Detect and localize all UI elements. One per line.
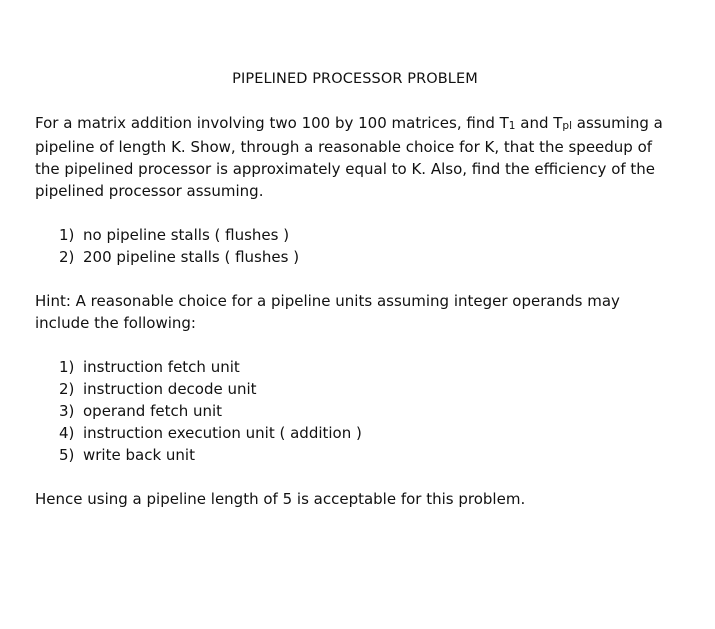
- spacer: [35, 334, 675, 356]
- list-number: 4): [59, 424, 75, 442]
- list-item: [59, 246, 675, 268]
- spacer: [35, 466, 675, 488]
- intro-text-3: assuming a pipeline of length K. Show, through a reasonable choice for K, that the speedup of the pipelined processor is approximately equal to K. Also, find the efficiency of the pipelined processor assuming.: [35, 114, 663, 200]
- list-item: [59, 422, 675, 444]
- intro-text-1: For a matrix addition involving two 100 by 100 matrices, find T: [35, 114, 509, 132]
- units-list: [35, 356, 675, 466]
- conditions-list: [35, 224, 675, 268]
- list-text: operand fetch unit: [83, 402, 223, 420]
- intro-paragraph: [35, 112, 675, 202]
- list-text: write back unit: [83, 446, 195, 464]
- list-number: 5): [59, 446, 75, 464]
- list-item: [59, 378, 675, 400]
- list-number: 2): [59, 380, 75, 398]
- spacer: [35, 268, 675, 290]
- list-item: [59, 444, 675, 466]
- list-number: 3): [59, 402, 75, 420]
- subscript-pl: pl: [562, 119, 572, 132]
- list-number: 1): [59, 226, 75, 244]
- conclusion-paragraph: Hence using a pipeline length of 5 is acceptable for this problem.: [35, 490, 526, 508]
- list-number: 1): [59, 358, 75, 376]
- document-page: [35, 68, 675, 510]
- list-item: [59, 400, 675, 422]
- hint-paragraph: Hint: A reasonable choice for a pipeline units assuming integer operands may include the following:: [35, 292, 620, 332]
- spacer: [35, 202, 675, 224]
- list-text: instruction fetch unit: [83, 358, 240, 376]
- list-text: instruction decode unit: [83, 380, 257, 398]
- list-item: [59, 224, 675, 246]
- intro-text-2: and T: [515, 114, 563, 132]
- list-text: instruction execution unit ( addition ): [83, 424, 362, 442]
- list-number: 2): [59, 248, 75, 266]
- subscript-1: 1: [508, 119, 516, 132]
- list-text: no pipeline stalls ( flushes ): [83, 226, 290, 244]
- list-text: 200 pipeline stalls ( flushes ): [83, 248, 300, 266]
- document-title: PIPELINED PROCESSOR PROBLEM: [232, 71, 478, 87]
- list-item: [59, 356, 675, 378]
